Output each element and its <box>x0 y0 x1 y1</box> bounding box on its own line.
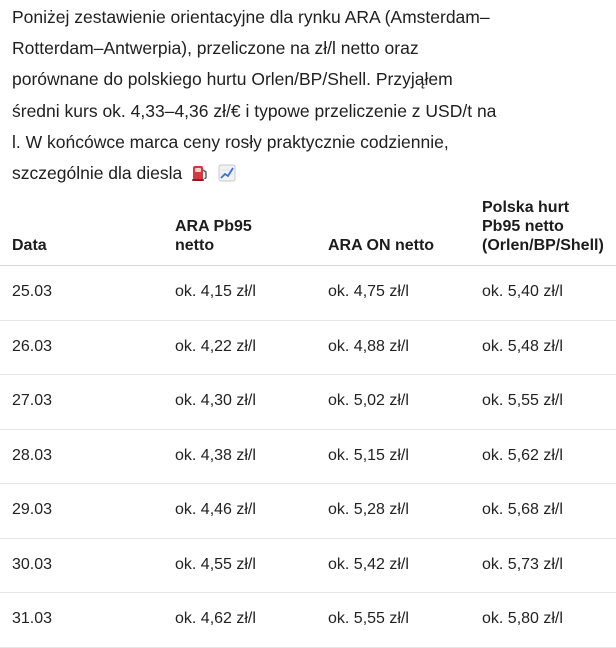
intro-paragraph <box>12 2 612 192</box>
cell-ara-on: ok. 4,88 zł/l <box>328 337 409 355</box>
cell-ara-on: ok. 5,02 zł/l <box>328 392 409 409</box>
cell-ara-on: ok. 4,75 zł/l <box>328 283 409 300</box>
cell-ara-pb95: ok. 4,46 zł/l <box>175 501 256 518</box>
cell-ara-pb95: ok. 4,38 zł/l <box>175 446 256 464</box>
table-row <box>0 375 616 430</box>
intro-line: Rotterdam–Antwerpia), przeliczone na zł/l netto oraz <box>12 38 419 59</box>
cell-date: 26.03 <box>12 337 53 355</box>
cell-ara-on: ok. 5,55 zł/l <box>328 610 409 627</box>
cell-polish-wholesale: ok. 5,80 zł/l <box>482 610 563 627</box>
chart-increasing-icon <box>218 161 236 192</box>
table-header-row <box>0 195 616 266</box>
cell-ara-pb95: ok. 4,15 zł/l <box>175 283 256 300</box>
cell-polish-wholesale: ok. 5,68 zł/l <box>482 501 563 518</box>
table-row <box>0 430 616 485</box>
price-table <box>0 195 616 648</box>
cell-ara-pb95: ok. 4,55 zł/l <box>175 555 256 573</box>
cell-polish-wholesale: ok. 5,40 zł/l <box>482 283 563 300</box>
cell-ara-on: ok. 5,42 zł/l <box>328 555 409 573</box>
column-header-ara-pb95: ARA Pb95 netto <box>175 218 252 254</box>
cell-date: 29.03 <box>12 501 53 518</box>
cell-polish-wholesale: ok. 5,73 zł/l <box>482 555 563 573</box>
cell-ara-on: ok. 5,28 zł/l <box>328 501 409 518</box>
cell-polish-wholesale: ok. 5,62 zł/l <box>482 446 563 464</box>
table-row <box>0 484 616 539</box>
table-row <box>0 266 616 321</box>
cell-ara-on: ok. 5,15 zł/l <box>328 446 409 464</box>
column-header-ara-on: ARA ON netto <box>328 237 435 254</box>
fuel-pump-icon <box>191 161 209 192</box>
cell-date: 31.03 <box>12 610 53 627</box>
cell-polish-wholesale: ok. 5,48 zł/l <box>482 337 563 355</box>
cell-date: 30.03 <box>12 555 53 573</box>
table-row <box>0 539 616 594</box>
intro-line: szczególnie dla diesla <box>12 163 183 184</box>
cell-ara-pb95: ok. 4,22 zł/l <box>175 337 256 355</box>
table-row <box>0 321 616 376</box>
intro-line: Poniżej zestawienie orientacyjne dla rynku ARA (Amsterdam– <box>12 7 490 27</box>
cell-date: 28.03 <box>12 446 53 464</box>
cell-date: 25.03 <box>12 283 53 300</box>
table-row <box>0 593 616 648</box>
cell-ara-pb95: ok. 4,62 zł/l <box>175 610 256 627</box>
intro-line: średni kurs ok. 4,33–4,36 zł/€ i typowe przeliczenie z USD/t na <box>12 100 497 121</box>
cell-date: 27.03 <box>12 392 53 409</box>
column-header-date: Data <box>12 237 47 254</box>
intro-line: porównane do polskiego hurtu Orlen/BP/Shell. Przyjąłem <box>12 69 453 90</box>
cell-ara-pb95: ok. 4,30 zł/l <box>175 392 256 409</box>
cell-polish-wholesale: ok. 5,55 zł/l <box>482 392 563 409</box>
column-header-polish-wholesale: Polska hurt Pb95 netto (Orlen/BP/Shell) <box>482 199 604 254</box>
intro-line: l. W końcówce marca ceny rosły praktycznie codziennie, <box>12 131 449 152</box>
